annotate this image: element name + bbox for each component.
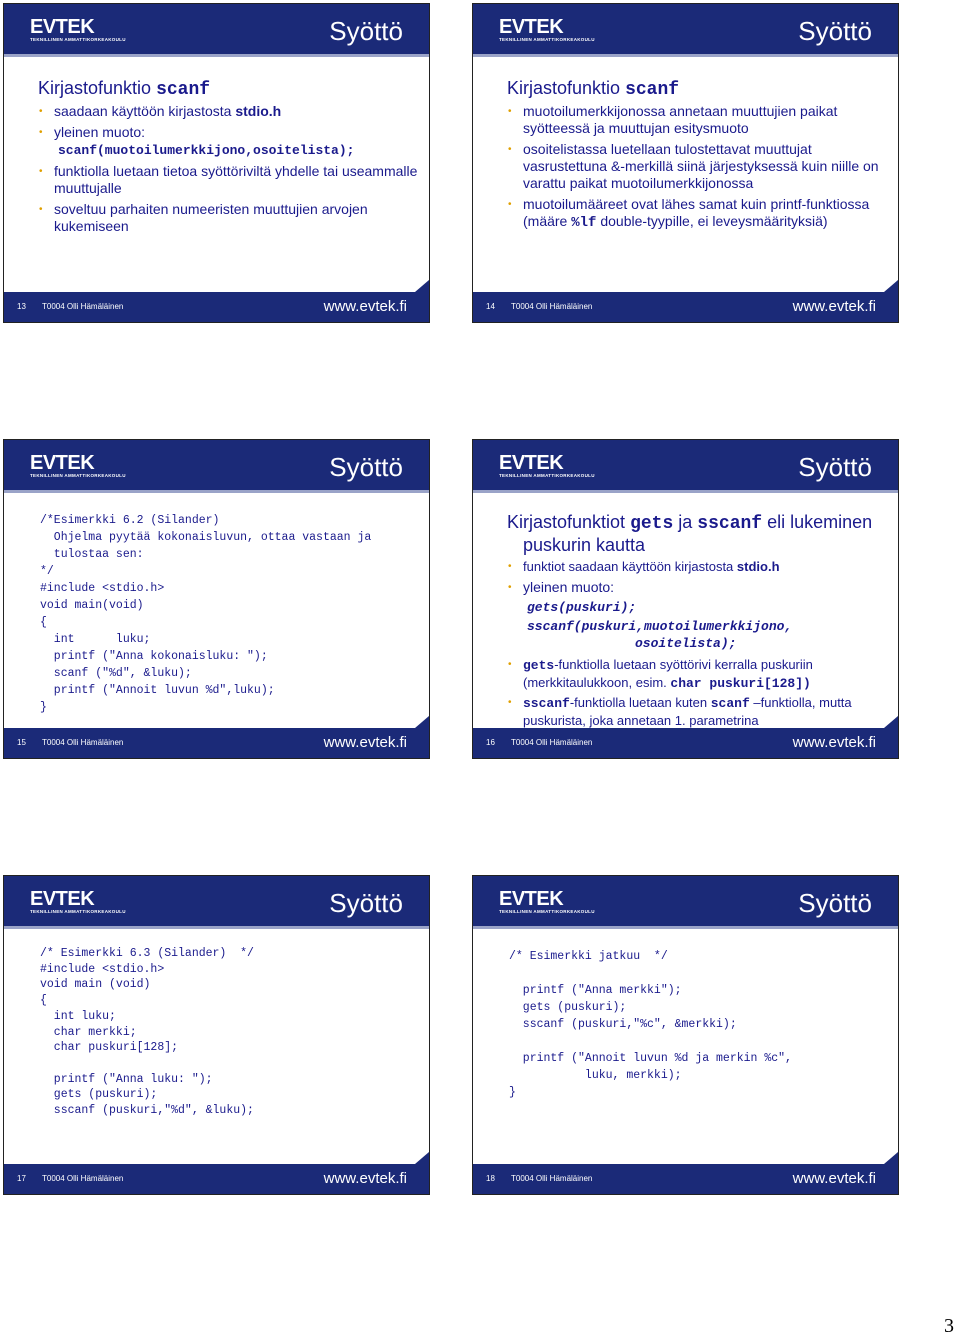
page-number: 3	[944, 1315, 954, 1337]
slide-title: Syöttö	[798, 888, 872, 918]
slide-title: Syöttö	[798, 452, 872, 482]
slide-number: 17	[17, 1174, 26, 1183]
author: T0004 Olli Hämäläinen	[42, 302, 124, 311]
bullet: • sscanf-funktiolla luetaan kuten scanf –funktiolla, mutta puskurista, joka annetaan 1. parametrina	[507, 694, 888, 729]
logo-subtitle: TEKNILLINEN AMMATTIKORKEAKOULU	[30, 473, 126, 478]
slide-heading: Kirjastofunktiot gets ja sscanf eli lukeminen puskurin kautta	[507, 512, 873, 555]
logo-subtitle: TEKNILLINEN AMMATTIKORKEAKOULU	[30, 909, 126, 914]
slide-header	[473, 440, 898, 493]
slide-header	[4, 876, 429, 929]
slide-body	[38, 78, 419, 235]
bullet: • funktiot saadaan käyttöön kirjastosta stdio.h	[507, 558, 888, 575]
bullet: • gets-funktiolla luetaan syöttörivi kerralla puskuriin (merkkitaulukkoon, esim. char puskuri[128])	[507, 656, 888, 692]
code-listing: /* Esimerkki 6.3 (Silander) */ #include <stdio.h> void main (void) { int luku; char merkki; char puskuri[128]; printf ("Anna luku: "); gets (puskuri); sscanf (puskuri,"%d", &luku);	[40, 947, 254, 1118]
slide-number: 16	[486, 738, 495, 747]
author: T0004 Olli Hämäläinen	[42, 738, 124, 747]
slide-14	[472, 3, 899, 323]
author: T0004 Olli Hämäläinen	[42, 1174, 124, 1183]
website-url: www.evtek.fi	[323, 298, 407, 315]
bullet: • soveltuu parhaiten numeeristen muuttujien arvojen kukemiseen	[38, 201, 419, 235]
author: T0004 Olli Hämäläinen	[511, 738, 593, 747]
website-url: www.evtek.fi	[792, 1170, 876, 1187]
evtek-logo	[30, 18, 126, 42]
slide-footer	[473, 728, 898, 758]
bullet: • yleinen muoto: scanf(muotoilumerkkijono,osoitelista);	[38, 124, 419, 159]
code-line: sscanf(puskuri,muotoilumerkkijono,	[527, 619, 793, 634]
logo-text: EVTEK	[30, 452, 95, 474]
slide-15	[3, 439, 430, 759]
logo-subtitle: TEKNILLINEN AMMATTIKORKEAKOULU	[499, 473, 595, 478]
website-url: www.evtek.fi	[323, 734, 407, 751]
logo-text: EVTEK	[499, 16, 564, 38]
slide-heading: Kirjastofunktio scanf	[38, 78, 211, 100]
slide-title: Syöttö	[798, 16, 872, 46]
slide-footer	[4, 728, 429, 758]
slide-footer	[4, 292, 429, 322]
slide-header	[4, 4, 429, 57]
code-line: gets(puskuri);	[527, 600, 637, 615]
slide-title: Syöttö	[329, 16, 403, 46]
slide-16	[472, 439, 899, 759]
logo-subtitle: TEKNILLINEN AMMATTIKORKEAKOULU	[30, 37, 126, 42]
bullet: • osoitelistassa luetellaan tulostettavat muuttujat vasrustettuna &-merkillä siinä järjestyksessä kuin niille on varattu paikat muotoilumerkkijonossa	[507, 141, 888, 192]
author: T0004 Olli Hämäläinen	[511, 1174, 593, 1183]
slide-header	[4, 440, 429, 493]
code-listing: /* Esimerkki jatkuu */ printf ("Anna merkki"); gets (puskuri); sscanf (puskuri,"%c", &merkki); printf ("Annoit luvun %d ja merkin %c", luku, merkki); }	[509, 950, 792, 1099]
bullet: • yleinen muoto:	[507, 579, 888, 596]
website-url: www.evtek.fi	[323, 1170, 407, 1187]
logo-text: EVTEK	[499, 452, 564, 474]
slide-number: 18	[486, 1174, 495, 1183]
slide-body	[507, 512, 888, 729]
evtek-logo	[30, 890, 126, 914]
slide-footer	[4, 1164, 429, 1194]
bullet: • muotoilumerkkijonossa annetaan muuttujien paikat syötteessä ja muuttujan esitysmuoto	[507, 103, 888, 137]
logo-text: EVTEK	[30, 888, 95, 910]
slide-title: Syöttö	[329, 452, 403, 482]
slide-13	[3, 3, 430, 323]
evtek-logo	[30, 454, 126, 478]
slide-number: 13	[17, 302, 26, 311]
slide-18	[472, 875, 899, 1195]
code-line: osoitelista);	[635, 636, 737, 651]
logo-subtitle: TEKNILLINEN AMMATTIKORKEAKOULU	[499, 909, 595, 914]
slide-footer	[473, 1164, 898, 1194]
code-listing: /*Esimerkki 6.2 (Silander) Ohjelma pyytää kokonaisluvun, ottaa vastaan ja tulostaa sen: */ #include <stdio.h> void main(void) { int luku; printf ("Anna kokonaisluku: "); scanf ("%d", &luku); printf ("Annoit luvun %d",luku); }	[40, 514, 372, 714]
evtek-logo	[499, 890, 595, 914]
author: T0004 Olli Hämäläinen	[511, 302, 593, 311]
slide-title: Syöttö	[329, 888, 403, 918]
logo-subtitle: TEKNILLINEN AMMATTIKORKEAKOULU	[499, 37, 595, 42]
website-url: www.evtek.fi	[792, 734, 876, 751]
logo-text: EVTEK	[499, 888, 564, 910]
slide-heading: Kirjastofunktio scanf	[507, 78, 680, 100]
bullet: • funktiolla luetaan tietoa syöttöriviltä yhdelle tai useammalle muuttujalle	[38, 163, 419, 197]
logo-text: EVTEK	[30, 16, 95, 38]
slide-number: 15	[17, 738, 26, 747]
slide-header	[473, 876, 898, 929]
evtek-logo	[499, 454, 595, 478]
slide-number: 14	[486, 302, 495, 311]
bullet: • saadaan käyttöön kirjastosta stdio.h	[38, 103, 419, 120]
website-url: www.evtek.fi	[792, 298, 876, 315]
slide-header	[473, 4, 898, 57]
slide-body	[507, 78, 888, 232]
slide-footer	[473, 292, 898, 322]
evtek-logo	[499, 18, 595, 42]
bullet: • muotoilumääreet ovat lähes samat kuin printf-funktiossa (määre %lf double-tyypille, ei leveysmäärityksiä)	[507, 196, 888, 232]
slide-17	[3, 875, 430, 1195]
